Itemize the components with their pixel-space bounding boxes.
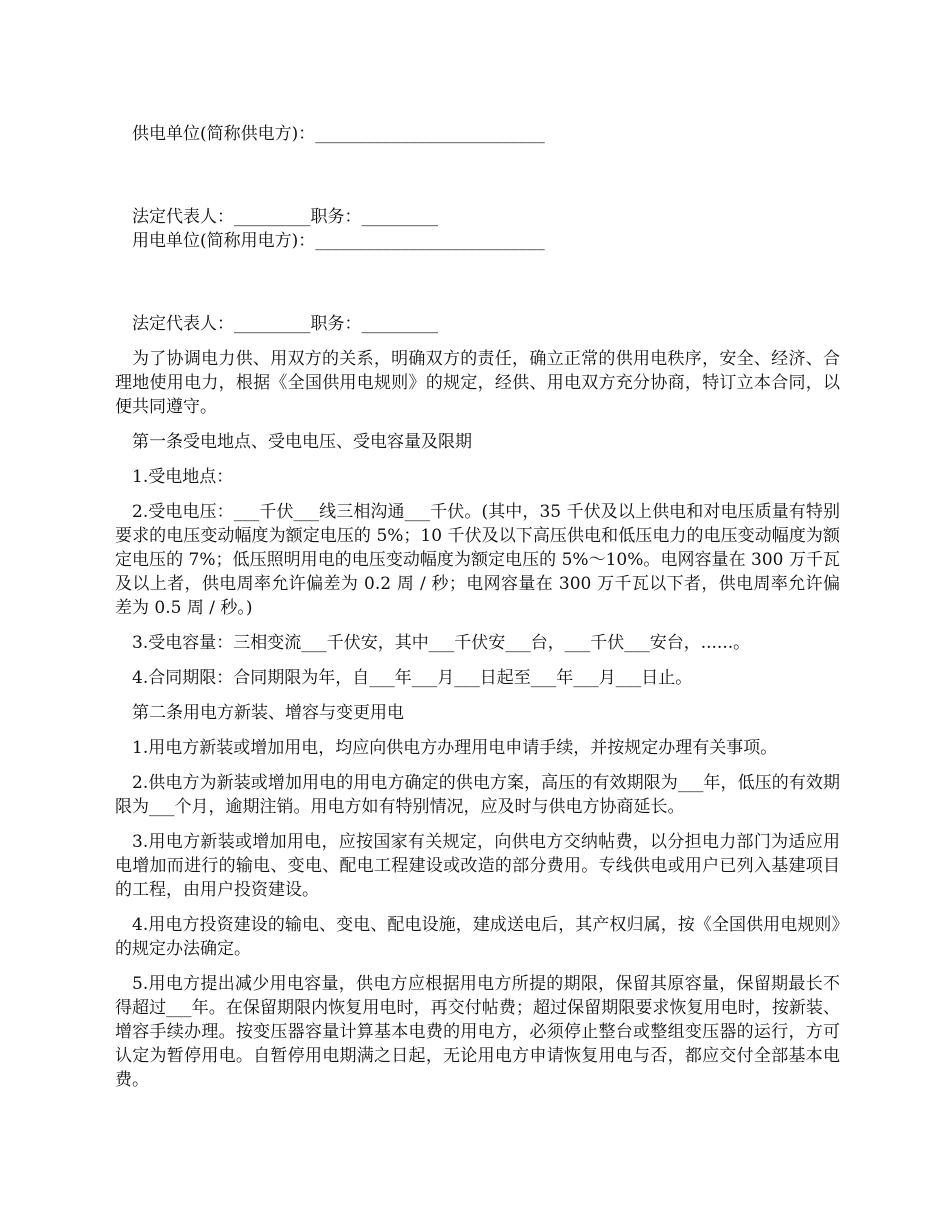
article2-item5: 5.用电方提出减少用电容量，供电方应根据用电方所提的期限，保留其原容量，保留期最长不得超过___年。在保留期限内恢复用电时，再交付帖费；超过保留期限要求恢复用电时，按新装、增容手续办理。按变压器容量计算基本电费的用电方，必须停止整台或整组变压器的运行，方可认定为暂停用电。自暂停用电期满之日起，无论用电方申请恢复用电与否，都应交付全部基本电费。	[115, 974, 840, 1090]
article2-item4: 4.用电方投资建设的输电、变电、配电设施，建成送电后，其产权归属，按《全国供用电规则》的规定办法确定。	[115, 915, 840, 959]
supplier-representative-line: 法定代表人：_________职务：_________	[132, 207, 438, 227]
preamble-paragraph: 为了协调电力供、用双方的关系，明确双方的责任，确立正常的供用电秩序，安全、经济、合理地使用电力，根据《全国供用电规则》的规定，经供、用电双方充分协商，特订立本合同，以便共同遵守。	[115, 349, 840, 417]
article2-item2: 2.供电方为新装或增加用电的用电方确定的供电方案，高压的有效期限为___年，低压的有效期限为___个月，逾期注销。用电方如有特别情况，应及时与供电方协商延长。	[115, 773, 840, 817]
article2-item3: 3.用电方新装或增加用电，应按国家有关规定，向供电方交纳帖费，以分担电力部门为适应用电增加而进行的输电、变电、配电工程建设或改造的部分费用。专线供电或用户已列入基建项目的工程，由用户投资建设。	[115, 832, 840, 900]
consumer-representative-line: 法定代表人：_________职务：_________	[132, 314, 438, 334]
consumer-line: 用电单位(简称用电方)：___________________________	[132, 231, 545, 251]
article2-title: 第二条用电方新装、增容与变更用电	[132, 703, 404, 723]
article1-item4: 4.合同期限：合同期限为年，自___年___月___日起至___年___月___日止。	[132, 668, 693, 688]
document-body	[115, 122, 840, 1103]
supplier-line: 供电单位(简称供电方)：___________________________	[132, 124, 545, 144]
article1-item1: 1.受电地点：	[132, 467, 234, 487]
article2-item1: 1.用电方新装或增加用电，均应向供电方办理用电申请手续，并按规定办理有关事项。	[132, 738, 778, 758]
article1-item2: 2.受电电压：___千伏___线三相沟通___千伏。(其中，35 千伏及以上供电和对电压质量有特别要求的电压变动幅度为额定电压的 5%；10 千伏及以下高压供电和低压电力的电压变动幅度为额定电压的 7%；低压照明用电的电压变动幅度为额定电压的 5%～10%。电网容量在 300 万千瓦及以上者，供电周率允许偏差为 0.2 周 / 秒；电网容量在 300 万千瓦以下者，供电周率允许偏差为 0.5 周 / 秒。)	[115, 502, 840, 618]
article1-item3: 3.受电容量：三相变流___千伏安，其中___千伏安___台，___千伏___安台，......。	[132, 633, 751, 653]
article1-title: 第一条受电地点、受电电压、受电容量及限期	[132, 432, 472, 452]
